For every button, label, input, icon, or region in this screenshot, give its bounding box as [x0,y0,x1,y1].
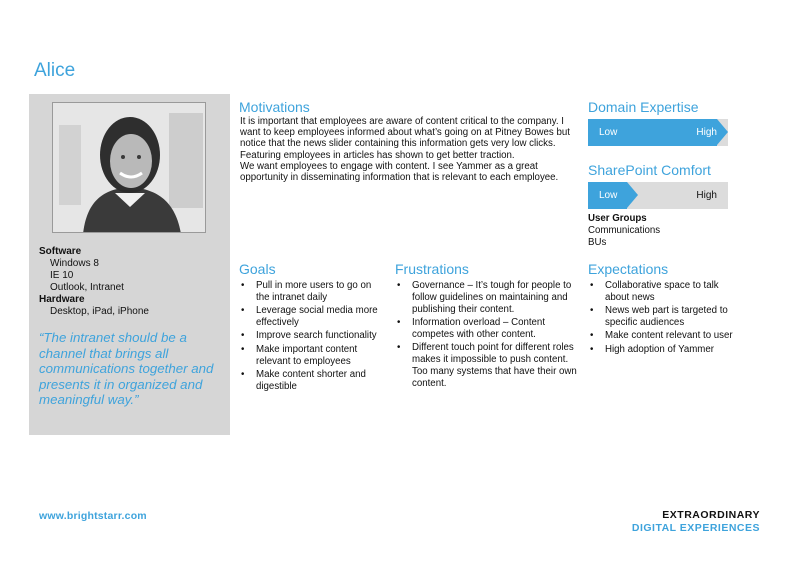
sharepoint-comfort-title: SharePoint Comfort [588,162,711,178]
expectation-item: • Collaborative space to talk about news [588,280,734,304]
user-group-item: BUs [588,236,607,248]
user-groups [588,213,660,248]
motivations-title: Motivations [239,99,310,115]
domain-expertise-title: Domain Expertise [588,99,699,115]
frustration-item: • Different touch point for different roles makes it impossible to push content. Too many systems that have their own content. [395,342,578,389]
motivations-paragraph: We want employees to engage with content. I see Yammer as a great opportunity in disseminating information that is relevant to each employee. [240,160,559,184]
tagline-line-2: DIGITAL EXPERIENCES [631,521,760,534]
website-link[interactable]: www.brightstarr.com [39,510,147,522]
persona-photo [52,102,206,233]
frustration-item: • Governance – It’s tough for people to follow guidelines on maintaining and publishing their content. [395,280,578,315]
scale-low-label: Low [599,190,618,201]
motivations-paragraph: It is important that employees are aware of content critical to the company. I want to keep employees informed about what’s going on at Pitney Bowes but notice that the news slider containing this information gets very low clicks. Featuring employees in articles has shown to get better traction. [240,116,570,161]
persona-quote: “The intranet should be a channel that brings all communications together and presents it in organized and meaningful way.” [39,330,214,408]
software-heading: Software [39,246,82,257]
frustrations-list [395,280,578,391]
domain-expertise-scale [588,119,728,146]
user-groups-heading: User Groups [588,213,647,224]
frustrations-title: Frustrations [395,261,469,277]
goal-item: • Make content shorter and digestible [239,369,385,393]
goal-item: • Leverage social media more effectively [239,305,385,329]
expectation-item: • High adoption of Yammer [588,344,734,356]
goal-item: • Pull in more users to go on the intranet daily [239,280,385,304]
expectations-title: Expectations [588,261,669,277]
expectation-item: • Make content relevant to user [588,330,734,342]
hardware-item: Desktop, iPad, iPhone [50,306,149,318]
expectations-list [588,280,734,357]
goals-list [239,280,385,394]
software-item: Windows 8 [50,258,99,270]
persona-sidebar [29,94,230,435]
sharepoint-comfort-scale [588,182,728,209]
goals-title: Goals [239,261,276,277]
persona-name: Alice [34,60,76,81]
scale-low-label: Low [599,127,618,138]
tagline-line-1: EXTRAORDINARY [662,509,760,521]
hardware-heading: Hardware [39,294,85,306]
motivations-text [240,116,576,183]
goal-item: • Improve search functionality [239,330,385,342]
user-group-item: Communications [588,224,661,236]
scale-high-label: High [696,127,717,138]
scale-high-label: High [696,190,717,201]
software-item: Outlook, Intranet [50,282,124,294]
goal-item: • Make important content relevant to employees [239,344,385,368]
tech-profile [39,246,149,319]
software-item: IE 10 [50,270,74,282]
frustration-item: • Information overload – Content competes with other content. [395,317,578,341]
brand-tagline [632,509,760,535]
expectation-item: • News web part is targeted to specific audiences [588,305,734,329]
